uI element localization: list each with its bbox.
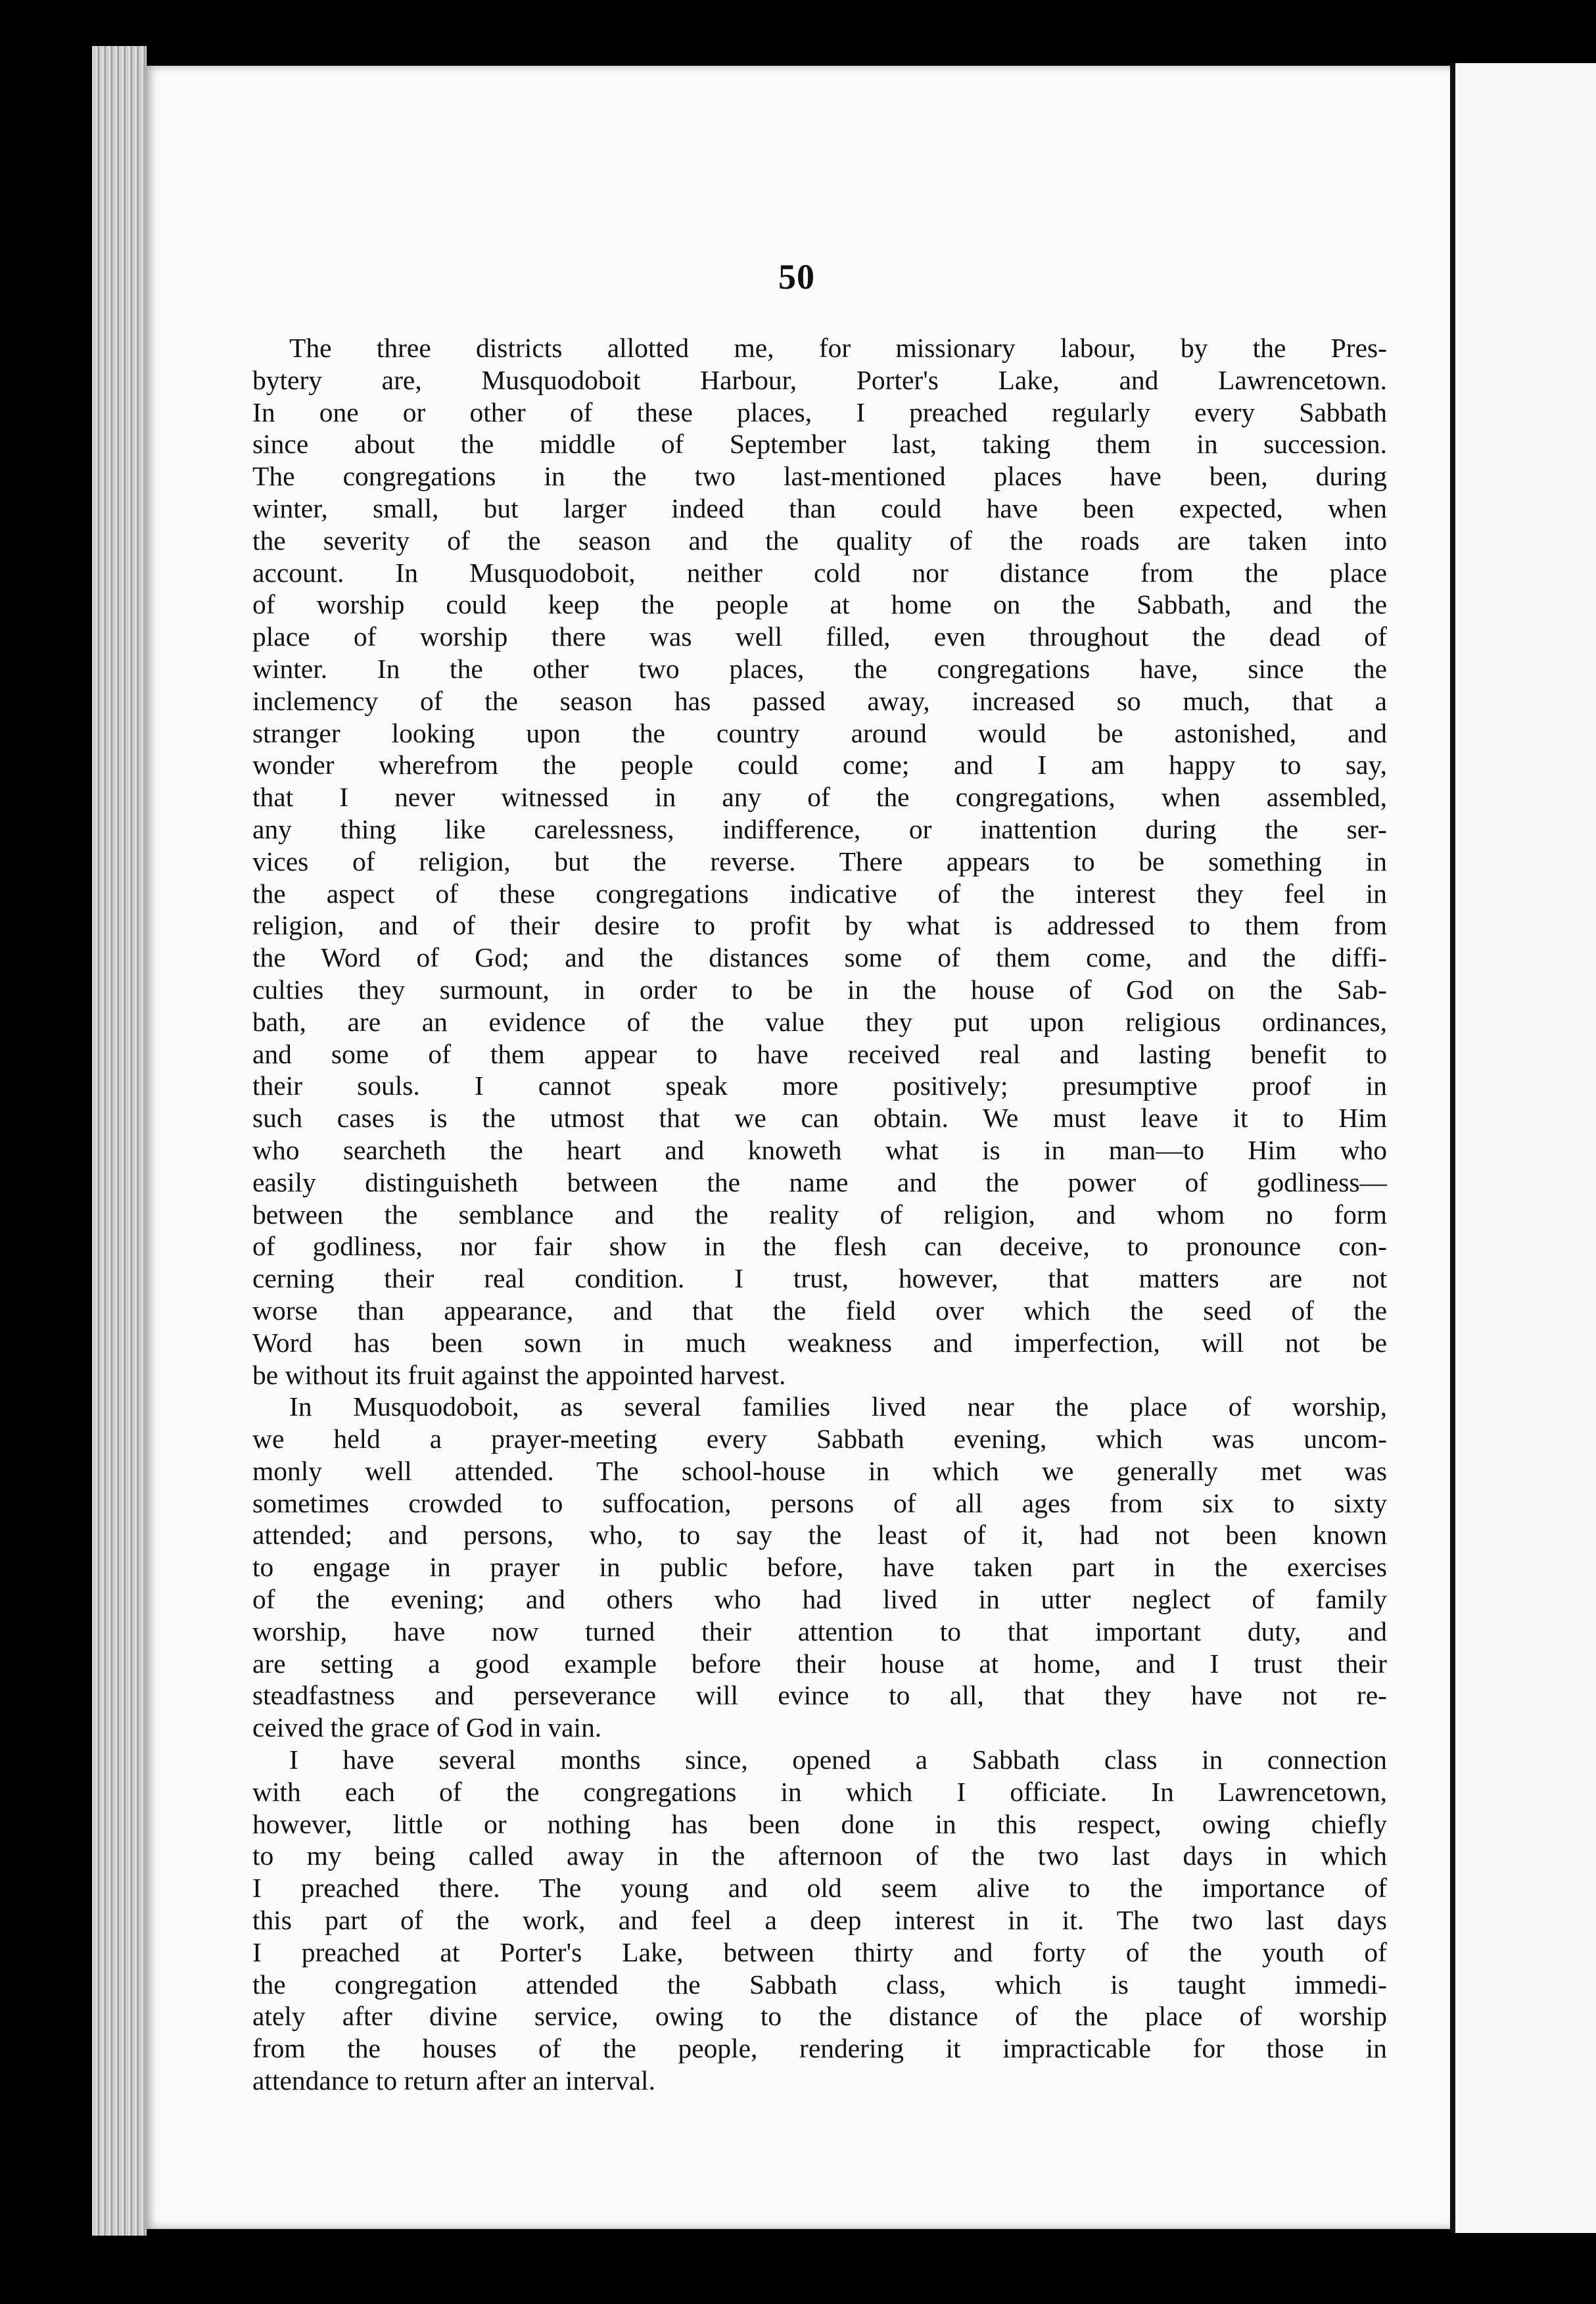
text-line: attended; and persons, who, to say the least of it, had not been known — [252, 1520, 1387, 1550]
text-line: the Word of God; and the distances some of them come, and the diffi- — [252, 942, 1387, 973]
text-line: In Musquodoboit, as several families lived near the place of worship, — [289, 1391, 1387, 1422]
text-line: place of worship there was well filled, even throughout the dead of — [252, 621, 1387, 652]
text-line: In one or other of these places, I preached regularly every Sabbath — [252, 396, 1387, 427]
text-line: steadfastness and perseverance will evince to all, that they have not re- — [252, 1680, 1387, 1711]
text-line: between the semblance and the reality of religion, and whom no form — [252, 1199, 1387, 1230]
text-line: account. In Musquodoboit, neither cold nor distance from the place — [252, 557, 1387, 588]
paragraph-prayer-meeting — [252, 1391, 1387, 1744]
text-line: with each of the congregations in which I officiate. In Lawrencetown, — [252, 1776, 1387, 1807]
text-line: any thing like carelessness, indifference, or inattention during the ser- — [252, 813, 1387, 844]
text-line: such cases is the utmost that we can obtain. We must leave it to Him — [252, 1103, 1387, 1134]
text-line: I have several months since, opened a Sabbath class in connection — [289, 1744, 1387, 1775]
paragraph-districts — [252, 332, 1387, 1391]
text-line: ately after divine service, owing to the distance of the place of worship — [252, 2001, 1387, 2032]
text-line: worse than appearance, and that the field over which the seed of the — [252, 1295, 1387, 1326]
text-line: and some of them appear to have received real and lasting benefit to — [252, 1038, 1387, 1069]
text-line: the aspect of these congregations indicative of the interest they feel in — [252, 878, 1387, 909]
text-line: I preached at Porter's Lake, between thirty and forty of the youth of — [252, 1936, 1387, 1967]
text-line: of worship could keep the people at home on the Sabbath, and the — [252, 589, 1387, 620]
text-line: their souls. I cannot speak more positively; presumptive proof in — [252, 1070, 1387, 1101]
page-number: 50 — [778, 257, 815, 297]
book-page-edges — [92, 46, 147, 2236]
text-line: The three districts allotted me, for missionary labour, by the Pres- — [289, 333, 1387, 363]
text-line: to my being called away in the afternoon of the two last days in which — [252, 1840, 1387, 1871]
text-line: bytery are, Musquodoboit Harbour, Porter's Lake, and Lawrencetown. — [252, 364, 1387, 395]
text-line: stranger looking upon the country around would be astonished, and — [252, 717, 1387, 748]
text-line: of godliness, nor fair show in the flesh can deceive, to pronounce con- — [252, 1231, 1387, 1262]
text-line: ceived the grace of God in vain. — [252, 1712, 602, 1743]
text-line: I preached there. The young and old seem alive to the importance of — [252, 1873, 1387, 1904]
text-line: sometimes crowded to suffocation, persons of all ages from six to sixty — [252, 1487, 1387, 1518]
text-line: who searcheth the heart and knoweth what is in man—to Him who — [252, 1134, 1387, 1165]
text-line: the congregation attended the Sabbath class, which is taught immedi- — [252, 1969, 1387, 2000]
text-line: The congregations in the two last-mentioned places have been, during — [252, 461, 1387, 492]
text-line: vices of religion, but the reverse. There appears to be something in — [252, 846, 1387, 876]
text-line: to engage in prayer in public before, have taken part in the exercises — [252, 1552, 1387, 1583]
paragraph-sabbath-class — [252, 1744, 1387, 2097]
text-line: easily distinguisheth between the name and the power of godliness— — [252, 1166, 1387, 1197]
text-line: we held a prayer-meeting every Sabbath evening, which was uncom- — [252, 1424, 1387, 1454]
text-line: worship, have now turned their attention to that important duty, and — [252, 1616, 1387, 1646]
book-page — [143, 66, 1450, 2229]
facing-page-edge — [1450, 63, 1596, 2233]
text-line: wonder wherefrom the people could come; and I am happy to say, — [252, 750, 1387, 780]
text-line: winter, small, but larger indeed than could have been expected, when — [252, 492, 1387, 523]
text-line: from the houses of the people, rendering it impracticable for those in — [252, 2033, 1387, 2064]
text-line: this part of the work, and feel a deep interest in it. The two last days — [252, 1905, 1387, 1936]
text-line: that I never witnessed in any of the congregations, when assembled, — [252, 782, 1387, 813]
text-line: since about the middle of September last, taking them in succession. — [252, 429, 1387, 460]
text-line: of the evening; and others who had lived in utter neglect of family — [252, 1584, 1387, 1615]
text-line: religion, and of their desire to profit by what is addressed to them from — [252, 910, 1387, 941]
text-line: bath, are an evidence of the value they put upon religious ordinances, — [252, 1006, 1387, 1037]
text-line: be without its fruit against the appointed harvest. — [252, 1359, 786, 1390]
text-line: however, little or nothing has been done in this respect, owing chiefly — [252, 1808, 1387, 1839]
text-line: culties they surmount, in order to be in the house of God on the Sab- — [252, 974, 1387, 1005]
text-line: monly well attended. The school-house in which we generally met was — [252, 1455, 1387, 1486]
text-line: winter. In the other two places, the congregations have, since the — [252, 653, 1387, 684]
text-line: Word has been sown in much weakness and imperfection, will not be — [252, 1327, 1387, 1358]
text-line: inclemency of the season has passed away, increased so much, that a — [252, 685, 1387, 716]
text-line: are setting a good example before their house at home, and I trust their — [252, 1648, 1387, 1679]
text-line: the severity of the season and the quality of the roads are taken into — [252, 525, 1387, 556]
text-line: attendance to return after an interval. — [252, 2065, 655, 2096]
body-text — [252, 332, 1387, 2097]
text-line: cerning their real condition. I trust, however, that matters are not — [252, 1263, 1387, 1294]
